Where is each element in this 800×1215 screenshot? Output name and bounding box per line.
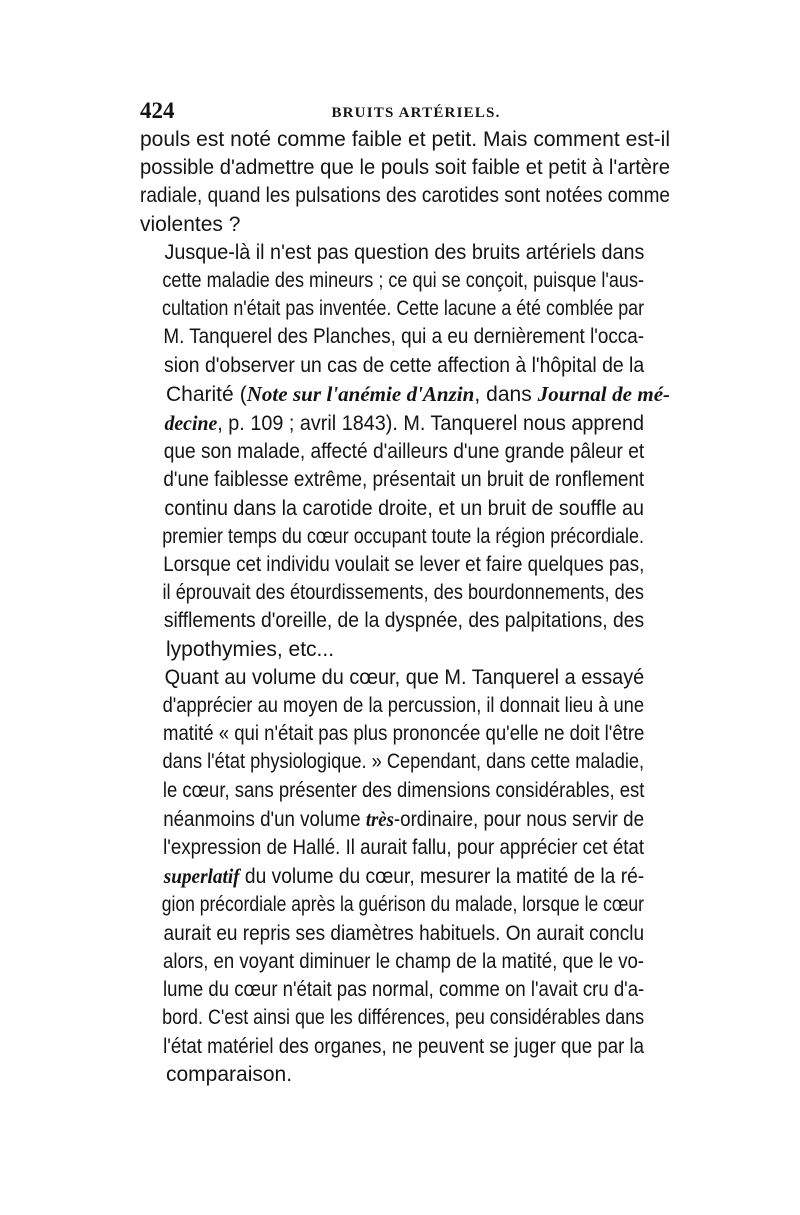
paragraph-2 — [140, 239, 670, 664]
text-line: radiale, quand les pulsations des carotides sont notées comme — [140, 184, 670, 208]
italic-word: superlatif — [163, 864, 240, 889]
text-line: comparaison. — [166, 1062, 293, 1086]
paragraph-1 — [140, 126, 670, 239]
text-line: Jusque-là il n'est pas question des bruits artériels dans — [164, 240, 645, 264]
text-line: l'état matériel des organes, ne peuvent se juger que par la — [163, 1034, 645, 1058]
text-line: lypothymies, etc... — [166, 637, 335, 661]
text-line: alors, en voyant diminuer le champ de la matité, que le vo- — [162, 949, 644, 973]
text-line: lume du cœur n'était pas normal, comme on l'avait cru d'a- — [162, 978, 645, 1002]
running-title: BRUITS ARTÉRIELS. — [331, 105, 501, 121]
text-line: pouls est noté comme faible et petit. Mais comment est-il — [140, 128, 670, 151]
page-number: 424 — [140, 98, 175, 123]
text-line: néanmoins d'un volume très-ordinaire, pour nous servir de — [163, 806, 644, 831]
italic-title: Note sur l'anémie d'Anzin — [246, 381, 475, 406]
text-line: continu dans la carotide droite, et un bruit de souffle au — [164, 496, 644, 520]
text-line: cultation n'était pas inventée. Cette lacune a été comblée par — [162, 297, 645, 321]
text-line: decine, p. 109 ; avril 1843). M. Tanquerel nous apprend — [164, 411, 645, 436]
text-line: d'apprécier au moyen de la percussion, il donnait lieu à une — [162, 694, 645, 718]
text-line: possible d'admettre que le pouls soit faible et petit à l'artère — [140, 156, 671, 180]
text-line: premier temps du cœur occupant toute la région précordiale. — [162, 524, 644, 548]
text-line: sifflements d'oreille, de la dyspnée, des palpitations, des — [163, 609, 645, 633]
text-line: violentes ? — [140, 212, 241, 236]
italic-journal: Journal de mé- — [537, 381, 671, 406]
text-line: sion d'observer un cas de cette affection à l'hôpital de la — [164, 353, 645, 377]
italic-word: très — [365, 806, 394, 831]
italic-journal-end: decine — [164, 411, 218, 436]
body-text — [140, 126, 670, 1089]
text-line: le cœur, sans présenter des dimensions considérables, est — [162, 778, 645, 802]
text-line: Lorsque cet individu voulait se lever et faire quelques pas, — [163, 553, 645, 577]
text-line: il éprouvait des étourdissements, des bourdonnements, des — [162, 581, 645, 605]
text-line: d'une faiblesse extrême, présentait un bruit de ronflement — [163, 468, 645, 492]
text-line: superlatif du volume du cœur, mesurer la matité de la ré- — [163, 864, 645, 889]
text-line: que son malade, affecté d'ailleurs d'une grande pâleur et — [163, 440, 645, 464]
text-line: gion précordiale après la guérison du malade, lorsque le cœur — [161, 893, 644, 917]
text-line: M. Tanquerel des Planches, qui a eu dernièrement l'occa- — [163, 325, 645, 349]
running-head — [140, 96, 670, 126]
text-line: cette maladie des mineurs ; ce qui se conçoit, puisque l'aus- — [162, 269, 645, 293]
paragraph-3 — [140, 664, 670, 1089]
text-line: matité « qui n'était pas plus prononcée qu'elle ne doit l'être — [162, 722, 645, 746]
text-line: dans l'état physiologique. » Cependant, dans cette maladie, — [162, 750, 645, 774]
text-line: Charité (Note sur l'anémie d'Anzin, dans Journal de mé- — [166, 381, 671, 406]
text-line: bord. C'est ainsi que les différences, peu considérables dans — [162, 1006, 645, 1030]
text-line: aurait eu repris ses diamètres habituels. On aurait conclu — [163, 921, 645, 945]
text-line: l'expression de Hallé. Il aurait fallu, pour apprécier cet état — [163, 836, 645, 860]
text-line: Quant au volume du cœur, que M. Tanquerel a essayé — [164, 665, 645, 689]
